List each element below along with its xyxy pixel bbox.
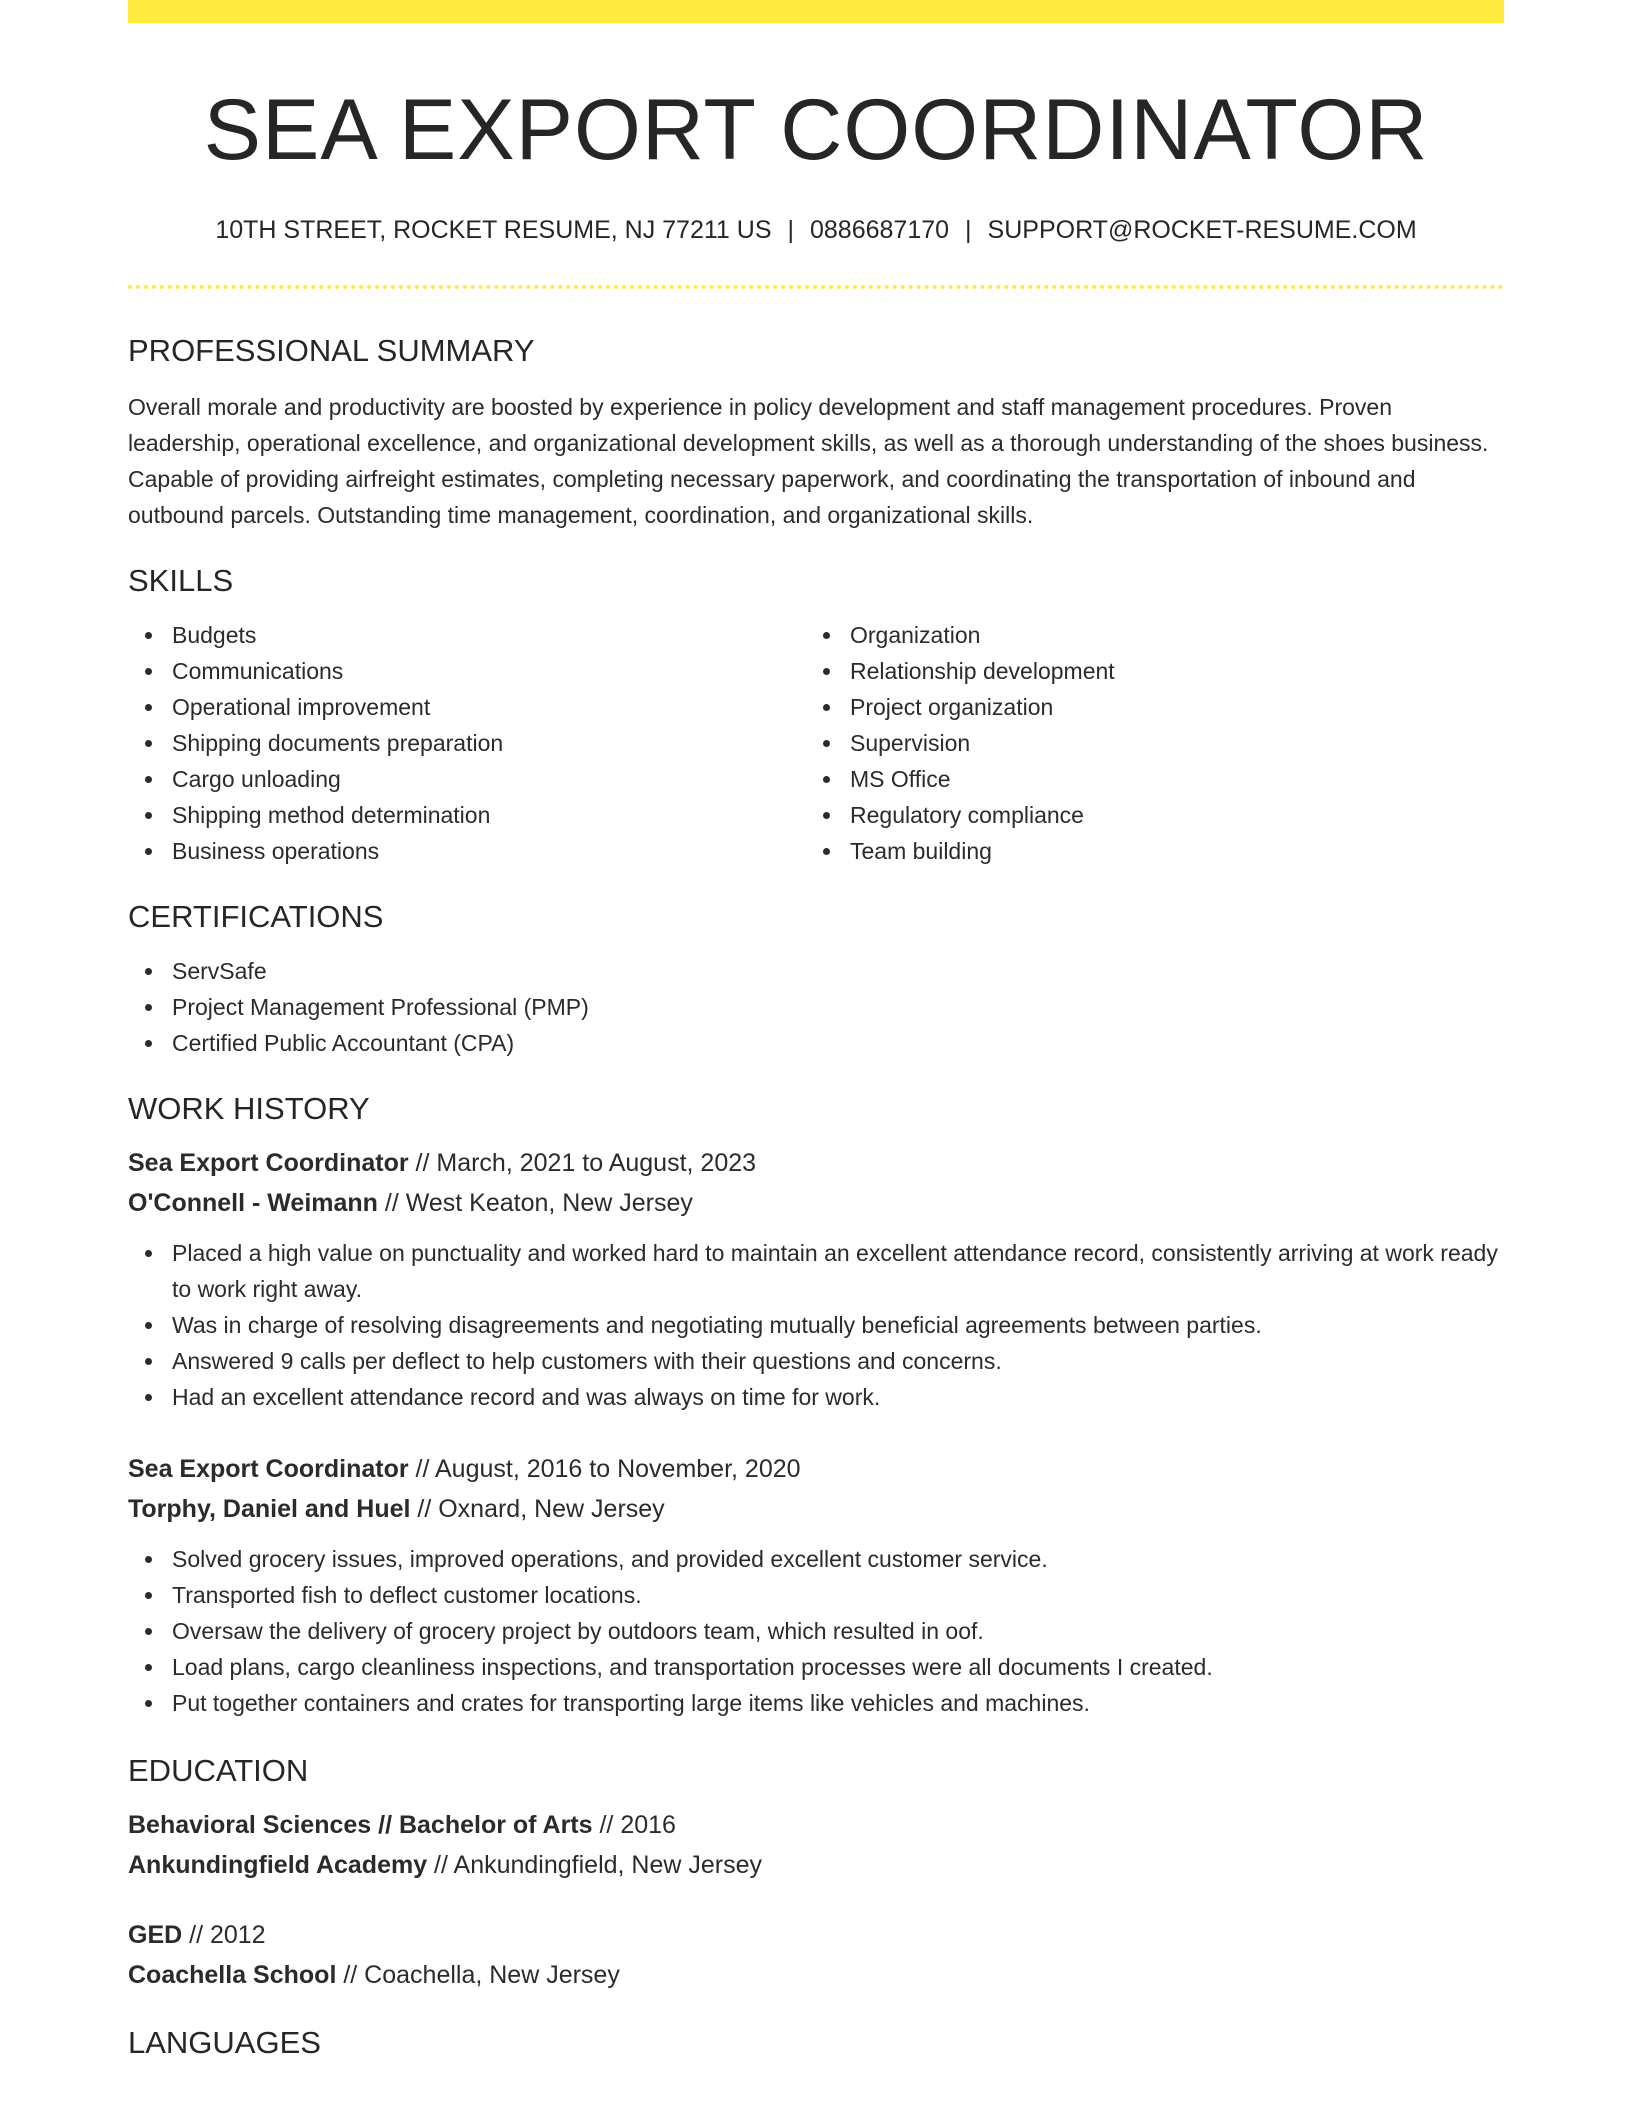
job-title-line	[128, 1449, 1504, 1489]
education-degree: GED	[128, 1921, 183, 1949]
skills-column-left	[128, 617, 806, 869]
job-role: Sea Export Coordinator	[128, 1455, 409, 1483]
bullet-icon	[145, 1250, 152, 1257]
bullet-icon	[145, 812, 152, 819]
education-year: // 2016	[592, 1811, 676, 1839]
job-duties-list	[128, 1235, 1504, 1415]
skill-item: Communications	[128, 653, 806, 689]
job-company: Torphy, Daniel and Huel	[128, 1495, 411, 1523]
job-company: O'Connell - Weimann	[128, 1189, 378, 1217]
certification-item: ServSafe	[128, 953, 1504, 989]
summary-text: Overall morale and productivity are boosted by experience in policy development and staff management procedures. Proven leadership, operational excellence, and organizational development skills, as well as a thorough understanding of the shoes business. Capable of providing airfreight estimates, completing necessary paperwork, and coordinating the transportation of inbound and outbound parcels. Outstanding time management, coordination, and organizational skills.	[128, 394, 1489, 528]
education-degree-line	[128, 1915, 1504, 1955]
bullet-icon	[145, 776, 152, 783]
contact-address: 10TH STREET, ROCKET RESUME, NJ 77211 US	[215, 216, 772, 244]
skill-item: Project organization	[806, 689, 1484, 725]
certifications-list	[128, 953, 1504, 1061]
education-degree: Behavioral Sciences // Bachelor of Arts	[128, 1811, 593, 1839]
bullet-icon	[145, 1322, 152, 1329]
bullet-icon	[145, 740, 152, 747]
contact-separator: |	[965, 216, 972, 244]
top-accent-bar	[128, 0, 1504, 23]
job-dates: // August, 2016 to November, 2020	[408, 1455, 801, 1483]
education-entry	[128, 1805, 1504, 1885]
skills-heading: SKILLS	[128, 563, 234, 598]
education-school: Ankundingfield Academy	[128, 1851, 428, 1879]
skills-columns	[128, 617, 1504, 869]
bullet-icon	[145, 668, 152, 675]
skill-item: Supervision	[806, 725, 1484, 761]
education-entry	[128, 1915, 1504, 1995]
job-duties-list	[128, 1541, 1504, 1721]
contact-line	[128, 215, 1504, 245]
job-entry	[128, 1143, 1504, 1415]
bullet-icon	[823, 668, 830, 675]
job-duty: Placed a high value on punctuality and worked hard to maintain an excellent attendance record, consistently arriving at work ready to work right away.	[128, 1235, 1504, 1307]
dotted-divider	[128, 285, 1504, 289]
skill-item: Team building	[806, 833, 1484, 869]
bullet-icon	[145, 1664, 152, 1671]
job-duty: Answered 9 calls per deflect to help customers with their questions and concerns.	[128, 1343, 1504, 1379]
job-title-line	[128, 1143, 1504, 1183]
education-location: // Coachella, New Jersey	[336, 1961, 620, 1989]
skill-item: Cargo unloading	[128, 761, 806, 797]
bullet-icon	[823, 776, 830, 783]
skill-item: Budgets	[128, 617, 806, 653]
bullet-icon	[145, 1394, 152, 1401]
certification-item: Certified Public Accountant (CPA)	[128, 1025, 1504, 1061]
education-heading: EDUCATION	[128, 1753, 309, 1788]
education-degree-line	[128, 1805, 1504, 1845]
job-duty: Had an excellent attendance record and was always on time for work.	[128, 1379, 1504, 1415]
bullet-icon	[823, 632, 830, 639]
job-dates: // March, 2021 to August, 2023	[408, 1149, 757, 1177]
skills-column-right	[806, 617, 1484, 869]
certifications-heading: CERTIFICATIONS	[128, 899, 384, 934]
job-duty: Load plans, cargo cleanliness inspections, and transportation processes were all documents I created.	[128, 1649, 1504, 1685]
contact-phone: 0886687170	[810, 216, 950, 244]
work-history-heading: WORK HISTORY	[128, 1091, 370, 1126]
bullet-icon	[823, 740, 830, 747]
skill-item: Relationship development	[806, 653, 1484, 689]
skill-item: Regulatory compliance	[806, 797, 1484, 833]
certification-item: Project Management Professional (PMP)	[128, 989, 1504, 1025]
bullet-icon	[145, 968, 152, 975]
bullet-icon	[145, 704, 152, 711]
job-company-line	[128, 1183, 1504, 1223]
skills-list-left	[128, 617, 806, 869]
bullet-icon	[145, 1556, 152, 1563]
job-duty: Solved grocery issues, improved operations, and provided excellent customer service.	[128, 1541, 1504, 1577]
job-duty: Transported fish to deflect customer locations.	[128, 1577, 1504, 1613]
bullet-icon	[145, 1040, 152, 1047]
job-duty: Was in charge of resolving disagreements and negotiating mutually beneficial agreements between parties.	[128, 1307, 1504, 1343]
job-duty: Put together containers and crates for transporting large items like vehicles and machines.	[128, 1685, 1504, 1721]
skill-item: Shipping method determination	[128, 797, 806, 833]
bullet-icon	[823, 812, 830, 819]
education-school: Coachella School	[128, 1961, 337, 1989]
skill-item: Business operations	[128, 833, 806, 869]
bullet-icon	[145, 848, 152, 855]
job-entry	[128, 1449, 1504, 1721]
bullet-icon	[145, 1004, 152, 1011]
bullet-icon	[145, 1592, 152, 1599]
job-location: // West Keaton, New Jersey	[377, 1189, 693, 1217]
skill-item: MS Office	[806, 761, 1484, 797]
bullet-icon	[823, 848, 830, 855]
job-company-line	[128, 1489, 1504, 1529]
bullet-icon	[823, 704, 830, 711]
job-location: // Oxnard, New Jersey	[410, 1495, 665, 1523]
bullet-icon	[145, 632, 152, 639]
resume-page	[128, 0, 1504, 2061]
education-year: // 2012	[182, 1921, 266, 1949]
bullet-icon	[145, 1700, 152, 1707]
contact-separator: |	[787, 216, 794, 244]
education-location: // Ankundingfield, New Jersey	[427, 1851, 763, 1879]
skill-item: Operational improvement	[128, 689, 806, 725]
resume-title: SEA EXPORT COORDINATOR	[203, 82, 1429, 178]
bullet-icon	[145, 1628, 152, 1635]
skills-list-right	[806, 617, 1484, 869]
skill-item: Shipping documents preparation	[128, 725, 806, 761]
summary-heading: PROFESSIONAL SUMMARY	[128, 333, 535, 368]
skill-item: Organization	[806, 617, 1484, 653]
languages-heading: LANGUAGES	[128, 2025, 321, 2060]
contact-email[interactable]: SUPPORT@ROCKET-RESUME.COM	[987, 216, 1417, 244]
education-school-line	[128, 1955, 1504, 1995]
job-duty: Oversaw the delivery of grocery project by outdoors team, which resulted in oof.	[128, 1613, 1504, 1649]
education-school-line	[128, 1845, 1504, 1885]
bullet-icon	[145, 1358, 152, 1365]
job-role: Sea Export Coordinator	[128, 1149, 409, 1177]
